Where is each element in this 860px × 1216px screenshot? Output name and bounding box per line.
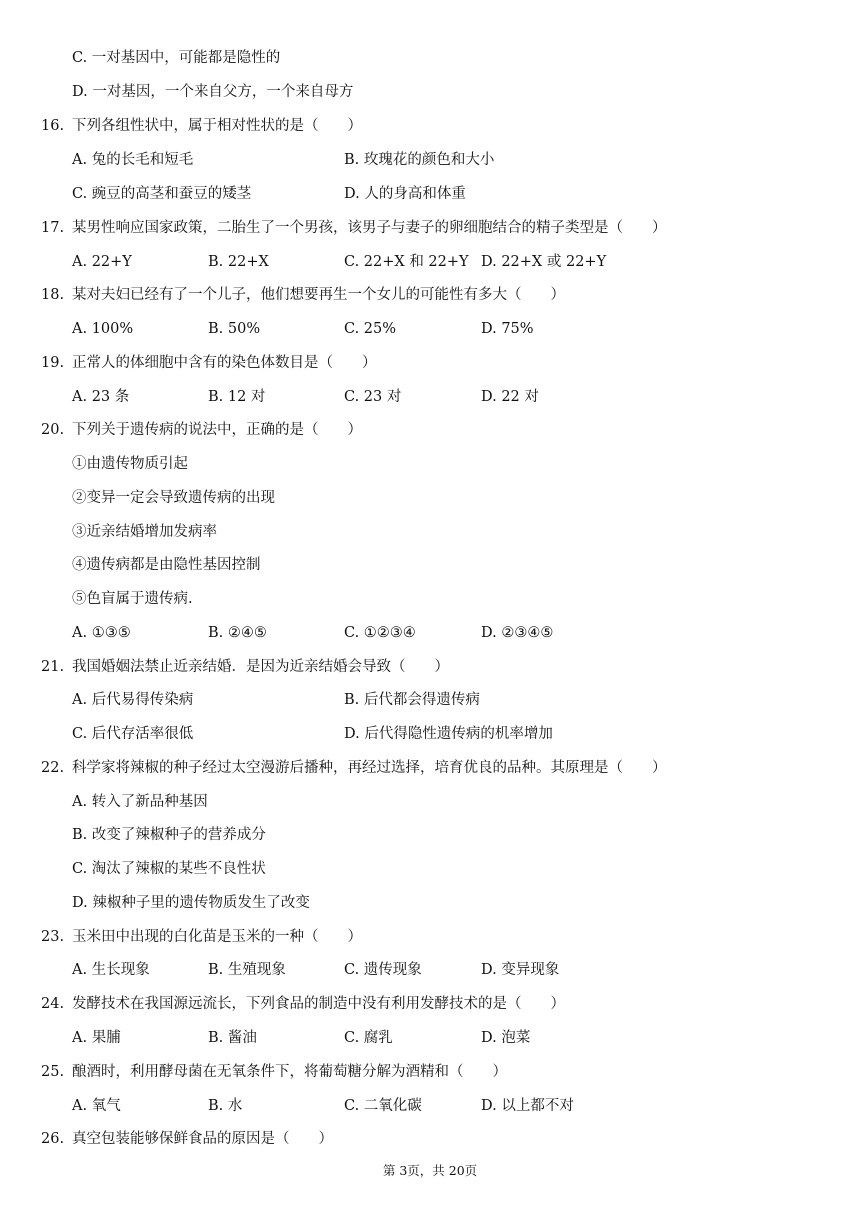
statement-item: ①由遗传物质引起 xyxy=(72,456,188,472)
question-stem: 发酵技术在我国源远流长，下列食品的制造中没有利用发酵技术的是（ ） xyxy=(72,996,565,1012)
option-d: D. ②③④⑤ xyxy=(481,625,554,641)
option-c-q15: C. 一对基因中，可能都是隐性的 xyxy=(72,50,281,66)
option-c: C. ①②③④ xyxy=(344,625,416,641)
option-d: D. 泡菜 xyxy=(481,1030,531,1046)
option-d: D. 辣椒种子里的遗传物质发生了改变 xyxy=(72,895,310,911)
question-number: 25. xyxy=(41,1064,65,1080)
question-stem: 科学家将辣椒的种子经过太空漫游后播种，再经过选择，培育优良的品种。其原理是（ ） xyxy=(72,760,667,776)
option-a: A. 100% xyxy=(72,321,134,337)
option-d: D. 22 对 xyxy=(481,389,539,405)
statement-item: ②变异一定会导致遗传病的出现 xyxy=(72,490,275,506)
option-c: C. 二氧化碳 xyxy=(344,1098,422,1114)
option-a: A. 兔的长毛和短毛 xyxy=(72,152,194,168)
option-d: D. 后代得隐性遗传病的机率增加 xyxy=(344,726,553,742)
question-stem: 某对夫妇已经有了一个儿子，他们想要再生一个女儿的可能性有多大（ ） xyxy=(72,287,565,303)
option-b: B. 玫瑰花的颜色和大小 xyxy=(344,152,495,168)
option-a: A. 23 条 xyxy=(72,389,130,405)
question-number: 18. xyxy=(41,287,65,303)
question-number: 20. xyxy=(41,422,65,438)
question-number: 22. xyxy=(41,760,65,776)
question-stem: 正常人的体细胞中含有的染色体数目是（ ） xyxy=(72,355,377,371)
option-c: C. 遗传现象 xyxy=(344,962,422,978)
statement-item: ③近亲结婚增加发病率 xyxy=(72,524,217,540)
question-number: 16. xyxy=(41,118,65,134)
option-c: C. 豌豆的高茎和蚕豆的矮茎 xyxy=(72,186,252,202)
option-c: C. 后代存活率很低 xyxy=(72,726,194,742)
option-a: A. ①③⑤ xyxy=(72,625,131,641)
question-number: 23. xyxy=(41,929,65,945)
option-b: B. 12 对 xyxy=(208,389,266,405)
statement-item: ④遗传病都是由隐性基因控制 xyxy=(72,557,261,573)
option-d: D. 22+X 或 22+Y xyxy=(481,254,607,270)
option-b: B. 酱油 xyxy=(208,1030,257,1046)
option-c: C. 淘汰了辣椒的某些不良性状 xyxy=(72,861,266,877)
option-c: C. 25% xyxy=(344,321,397,337)
page-footer: 第 3页，共 20页 xyxy=(382,1163,478,1178)
question-stem: 我国婚姻法禁止近亲结婚．是因为近亲结婚会导致（ ） xyxy=(72,659,449,675)
question-stem: 下列各组性状中，属于相对性状的是（ ） xyxy=(72,118,362,134)
question-stem: 真空包装能够保鲜食品的原因是（ ） xyxy=(72,1131,333,1147)
option-d: D. 人的身高和体重 xyxy=(344,186,466,202)
option-c: C. 23 对 xyxy=(344,389,402,405)
option-b: B. 改变了辣椒种子的营养成分 xyxy=(72,827,266,843)
question-number: 19. xyxy=(41,355,65,371)
question-stem: 酿酒时，利用酵母菌在无氧条件下，将葡萄糖分解为酒精和（ ） xyxy=(72,1064,507,1080)
option-d: D. 以上都不对 xyxy=(481,1098,574,1114)
question-stem: 下列关于遗传病的说法中，正确的是（ ） xyxy=(72,422,362,438)
option-a: A. 生长现象 xyxy=(72,962,150,978)
option-c: C. 腐乳 xyxy=(344,1030,393,1046)
option-b: B. 水 xyxy=(208,1098,243,1114)
question-number: 24. xyxy=(41,996,65,1012)
option-a: A. 22+Y xyxy=(72,254,132,270)
option-a: A. 后代易得传染病 xyxy=(72,692,194,708)
question-number: 26. xyxy=(41,1131,65,1147)
question-number: 17. xyxy=(41,220,65,236)
option-c: C. 22+X 和 22+Y xyxy=(344,254,469,270)
statement-item: ⑤色盲属于遗传病. xyxy=(72,591,193,607)
option-b: B. 22+X xyxy=(208,254,269,270)
option-a: A. 转入了新品种基因 xyxy=(72,794,208,810)
option-a: A. 氧气 xyxy=(72,1098,121,1114)
option-a: A. 果脯 xyxy=(72,1030,121,1046)
option-d: D. 75% xyxy=(481,321,534,337)
question-number: 21. xyxy=(41,659,65,675)
option-b: B. 后代都会得遗传病 xyxy=(344,692,480,708)
option-b: B. ②④⑤ xyxy=(208,625,267,641)
option-d: D. 变异现象 xyxy=(481,962,560,978)
option-b: B. 50% xyxy=(208,321,261,337)
option-b: B. 生殖现象 xyxy=(208,962,286,978)
option-d-q15: D. 一对基因，一个来自父方，一个来自母方 xyxy=(72,84,354,100)
question-stem: 某男性响应国家政策，二胎生了一个男孩，该男子与妻子的卵细胞结合的精子类型是（ ） xyxy=(72,220,667,236)
question-stem: 玉米田中出现的白化苗是玉米的一种（ ） xyxy=(72,929,362,945)
